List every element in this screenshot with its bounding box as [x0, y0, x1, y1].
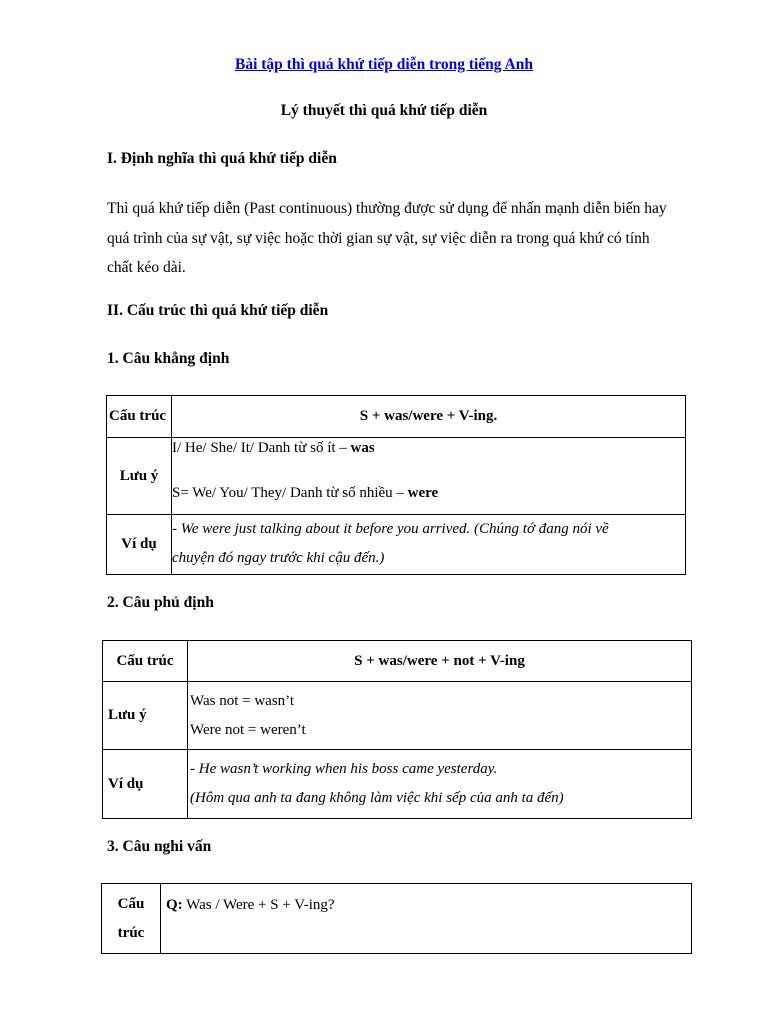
example-line: chuyện đó ngay trước khi cậu đến.) — [172, 550, 385, 566]
note-cell — [188, 682, 692, 750]
table-row — [107, 438, 686, 515]
structure-formula: S + was/were + not + V-ing — [188, 641, 692, 682]
question-heading: 3. Câu nghi vấn — [107, 838, 212, 855]
example-label: Ví dụ — [103, 750, 188, 819]
structure-label-line: trúc — [117, 924, 145, 941]
note-line: Were not = weren’t — [190, 721, 306, 738]
title-link[interactable]: Bài tập thì quá khứ tiếp diễn trong tiếng Anh — [235, 56, 533, 73]
table-row — [103, 750, 692, 819]
structure-label-line: Cấu — [117, 895, 145, 912]
structure-label: Cấu trúc — [107, 396, 172, 438]
example-cell — [188, 750, 692, 819]
note-line: Was not = wasn’t — [190, 692, 295, 709]
table-row — [102, 884, 692, 954]
q-label: Q: — [166, 897, 183, 913]
question-structure-cell — [161, 884, 692, 954]
definition-paragraph — [107, 194, 707, 283]
example-line: - We were just talking about it before you arrived. (Chúng tớ đang nói về — [172, 521, 609, 537]
structure-label: Cấu trúc — [103, 641, 188, 682]
note-bold: were — [407, 485, 439, 501]
negative-table — [102, 640, 692, 819]
structure-label — [102, 884, 161, 954]
note-text: S= We/ You/ They/ Danh từ số nhiều – — [172, 485, 408, 501]
example-line: (Hôm qua anh ta đang không làm việc khi sếp của anh ta đến) — [190, 790, 564, 806]
affirmative-heading: 1. Câu khẳng định — [107, 350, 230, 367]
note-bold: was — [350, 440, 375, 456]
paragraph-line: Thì quá khứ tiếp diễn (Past continuous) thường được sử dụng để nhấn mạnh diễn biến hay — [107, 200, 667, 217]
note-label: Lưu ý — [103, 682, 188, 750]
table-row — [107, 396, 686, 438]
table-row — [103, 682, 692, 750]
paragraph-line: quá trình của sự vật, sự việc hoặc thời gian sự vật, sự việc diễn ra trong quá khứ có tính — [107, 229, 650, 247]
example-cell — [172, 515, 686, 575]
note-line — [172, 485, 685, 502]
structure-formula: S + was/were + V-ing. — [172, 396, 686, 438]
example-label: Ví dụ — [107, 515, 172, 575]
negative-heading: 2. Câu phủ định — [107, 594, 214, 611]
structure-heading: II. Cấu trúc thì quá khứ tiếp diễn — [107, 302, 329, 319]
document-title — [0, 56, 768, 74]
note-line — [172, 440, 685, 457]
question-table — [101, 883, 692, 954]
example-line: - He wasn’t working when his boss came yesterday. — [190, 761, 498, 777]
note-text: I/ He/ She/ It/ Danh từ số ít – — [172, 440, 351, 456]
affirmative-table — [106, 395, 686, 575]
definition-heading: I. Định nghĩa thì quá khứ tiếp diễn — [107, 150, 337, 167]
note-label: Lưu ý — [107, 438, 172, 515]
paragraph-line: chất kéo dài. — [107, 259, 186, 276]
q-structure: Was / Were + S + V-ing? — [182, 897, 335, 913]
table-row — [103, 641, 692, 682]
note-cell — [172, 438, 686, 515]
table-row — [107, 515, 686, 575]
theory-subtitle: Lý thuyết thì quá khứ tiếp diễn — [280, 102, 488, 119]
